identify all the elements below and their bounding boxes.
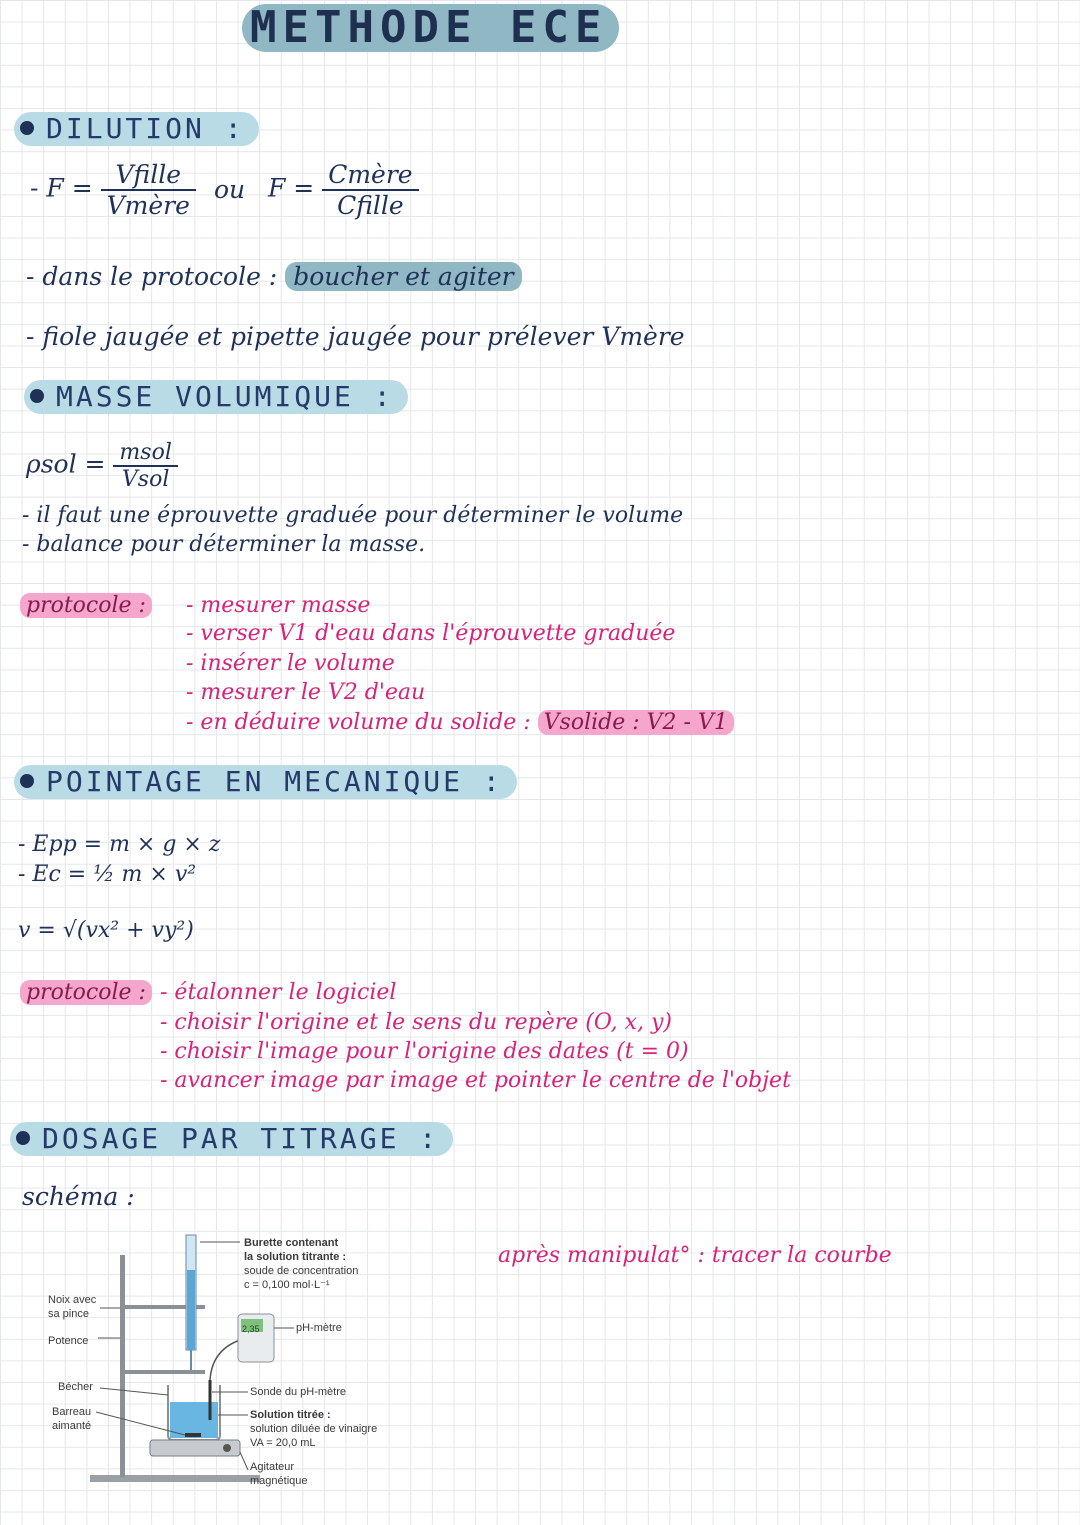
dilution-heading xyxy=(14,112,259,146)
ph-meter-label: pH-mètre xyxy=(296,1322,342,1334)
masse-step-5-text: - en déduire volume du solide : xyxy=(186,710,531,735)
after-manipulation-note: après manipulat° : tracer la courbe xyxy=(498,1243,892,1268)
masse-step-5 xyxy=(186,710,734,735)
pointage-heading xyxy=(14,765,517,799)
pointage-protocol-label-text: protocole : xyxy=(20,980,152,1005)
leader-agitateur xyxy=(240,1452,248,1470)
dilution-f1-numerator: Vfille xyxy=(101,160,196,191)
rho-lhs: ρsol = xyxy=(26,449,106,479)
dilution-heading-text: DILUTION : xyxy=(46,112,245,145)
burette-line2: la solution titrante : xyxy=(244,1251,347,1263)
epp-formula: - Epp = m × g × z xyxy=(18,832,221,857)
masse-step-4: - mesurer le V2 d'eau xyxy=(186,680,426,705)
dilution-f2-denominator: Cfille xyxy=(337,191,404,220)
pointage-heading-text: POINTAGE EN MECANIQUE : xyxy=(46,765,503,798)
dilution-glassware-line: - fiole jaugée et pipette jaugée pour prélever Vmère xyxy=(26,322,685,351)
agitateur-label xyxy=(250,1460,308,1488)
titree-label xyxy=(250,1408,377,1450)
potence-label: Potence xyxy=(48,1335,89,1347)
page-title: METHODE ECE xyxy=(242,4,619,52)
barreau-label xyxy=(52,1405,91,1433)
masse-heading-text: MASSE VOLUMIQUE : xyxy=(56,380,394,413)
bullet-icon xyxy=(20,774,34,788)
burette-line4: c = 0,100 mol·L⁻¹ xyxy=(244,1279,330,1291)
masse-line-1: - il faut une éprouvette graduée pour déterminer le volume xyxy=(22,503,684,528)
rho-fraction xyxy=(113,440,177,492)
titree-line3: VA = 20,0 mL xyxy=(250,1437,316,1449)
masse-protocol-label-text: protocole : xyxy=(20,593,152,618)
dilution-formula-1 xyxy=(30,160,196,220)
rho-denominator: Vsol xyxy=(121,467,170,492)
vsolide-highlight: Vsolide : V2 - V1 xyxy=(538,710,734,735)
stir-bar xyxy=(185,1433,201,1437)
masse-step-3: - insérer le volume xyxy=(186,651,395,676)
pointage-step-3: - choisir l'image pour l'origine des dates (t = 0) xyxy=(160,1039,689,1064)
burette-title: Burette contenant xyxy=(244,1237,339,1249)
masse-heading xyxy=(24,380,408,414)
burette-label xyxy=(244,1236,358,1292)
dilution-or: ou xyxy=(214,175,246,204)
bullet-icon xyxy=(16,1131,30,1145)
dilution-f1-fraction xyxy=(101,160,196,220)
titree-line2: solution diluée de vinaigre xyxy=(250,1423,378,1435)
sonde-label: Sonde du pH-mètre xyxy=(250,1386,346,1398)
schema-label: schéma : xyxy=(22,1182,135,1211)
masse-formula xyxy=(26,440,178,492)
masse-step-1: - mesurer masse xyxy=(186,593,371,618)
pointage-protocol-label xyxy=(20,980,152,1005)
dilution-formula-2 xyxy=(268,160,419,220)
pointage-step-1: - étalonner le logiciel xyxy=(160,980,397,1005)
bullet-icon xyxy=(20,121,34,135)
bullet-icon xyxy=(30,389,44,403)
dilution-f2-numerator: Cmère xyxy=(322,160,418,191)
noix-label xyxy=(48,1293,96,1321)
titree-line1: Solution titrée : xyxy=(250,1409,331,1421)
stand-rod xyxy=(120,1255,125,1477)
dosage-heading xyxy=(10,1122,453,1156)
becher-label: Bécher xyxy=(58,1381,93,1393)
dilution-protocol-prefix: - dans le protocole : xyxy=(26,262,278,291)
dilution-f1-lhs: F = xyxy=(46,173,93,203)
dilution-dash: - xyxy=(30,173,39,203)
masse-step-2: - verser V1 d'eau dans l'éprouvette graduée xyxy=(186,621,676,646)
dilution-f1-denominator: Vmère xyxy=(106,191,190,220)
masse-line-2: - balance pour déterminer la masse. xyxy=(22,532,426,557)
burette-liquid xyxy=(187,1270,195,1350)
titration-drawing xyxy=(40,1230,420,1500)
pointage-step-2: - choisir l'origine et le sens du repère (O, x, y) xyxy=(160,1010,673,1035)
dilution-protocol-line xyxy=(26,262,522,291)
noix-line1: Noix avec xyxy=(48,1294,97,1306)
burette-line3: soude de concentration xyxy=(244,1265,359,1277)
ph-value: 2,35 xyxy=(242,1324,260,1334)
agitateur-line2: magnétique xyxy=(250,1475,308,1487)
masse-protocol-label xyxy=(20,593,152,618)
ec-formula: - Ec = ½ m × v² xyxy=(18,862,197,887)
dilution-f2-fraction xyxy=(322,160,418,220)
dosage-heading-text: DOSAGE PAR TITRAGE : xyxy=(42,1122,440,1155)
barreau-line2: aimanté xyxy=(52,1420,92,1432)
stirrer-knob-icon xyxy=(223,1444,231,1452)
dilution-f2-lhs: F = xyxy=(268,173,315,203)
stand-base xyxy=(90,1475,260,1482)
rho-numerator: msol xyxy=(113,440,177,467)
clamp-arm-bottom xyxy=(120,1370,205,1374)
noix-line2: sa pince xyxy=(48,1308,89,1320)
barreau-line1: Barreau xyxy=(52,1406,92,1418)
pointage-step-4: - avancer image par image et pointer le centre de l'objet xyxy=(160,1068,791,1093)
agitateur-line1: Agitateur xyxy=(250,1461,295,1473)
velocity-formula: v = √(vx² + vy²) xyxy=(18,918,194,943)
leader-becher xyxy=(100,1388,168,1395)
probe-cable xyxy=(210,1340,240,1380)
dilution-protocol-highlight: boucher et agiter xyxy=(285,262,521,291)
titration-diagram xyxy=(40,1230,420,1500)
